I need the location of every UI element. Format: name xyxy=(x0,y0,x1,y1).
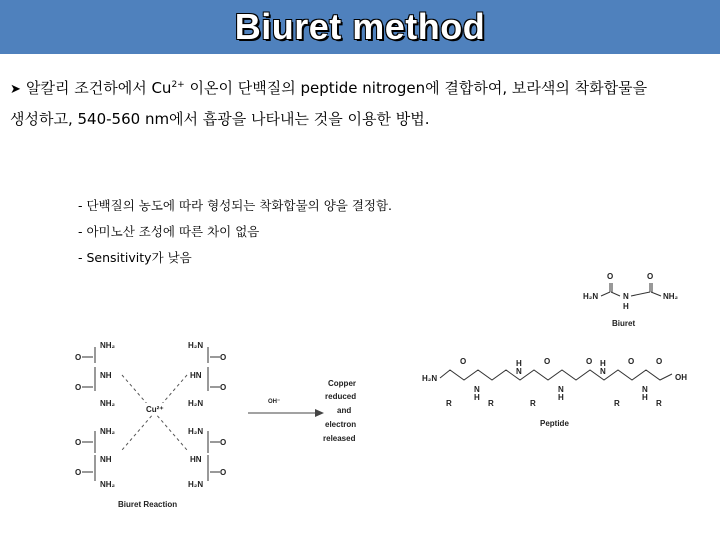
peptide-h-2: H xyxy=(516,359,522,368)
peptide-r-5: R xyxy=(656,399,662,408)
arrow-bullet-icon: ➤ xyxy=(10,82,21,97)
slide-title: Biuret method xyxy=(234,6,486,47)
sub-item-1: - 단백질의 농도에 따라 형성되는 착화합물의 양을 결정함. xyxy=(78,198,393,213)
bullet-line-1 xyxy=(10,78,647,100)
reaction-o-left-2: O xyxy=(75,383,82,392)
peptide-o-2: O xyxy=(544,357,551,366)
biuret-h2n: H₂N xyxy=(583,292,599,301)
reaction-o-right-1: O xyxy=(220,353,227,362)
reaction-hn-right-1: HN xyxy=(190,371,202,380)
peptide-oh: OH xyxy=(675,373,687,382)
bullet-line-2: 생성하고, 540-560 nm에서 흡광을 나타내는 것을 이용한 방법. xyxy=(10,110,430,128)
peptide-structure-diagram xyxy=(420,352,710,432)
biuret-n: N xyxy=(623,292,629,301)
reaction-nh2-left-top: NH₂ xyxy=(100,341,116,350)
reaction-result-5: released xyxy=(323,434,356,443)
reaction-nh2-left-bottom: NH₂ xyxy=(100,480,116,489)
peptide-n-1: N xyxy=(474,385,480,394)
peptide-h-1: H xyxy=(474,393,480,402)
biuret-reaction-diagram xyxy=(60,335,370,515)
biuret-caption: Biuret xyxy=(612,319,636,328)
peptide-h-3: H xyxy=(558,393,564,402)
peptide-r-1: R xyxy=(446,399,452,408)
sub-item-2: - 아미노산 조성에 따른 차이 없음 xyxy=(78,224,260,239)
peptide-n-2: N xyxy=(516,367,522,376)
biuret-o-left: O xyxy=(607,272,614,281)
bullet-text-1a: 알칼리 조건하에서 Cu xyxy=(26,79,172,97)
reaction-result-4: electron xyxy=(325,420,357,429)
reaction-o-left-3: O xyxy=(75,438,82,447)
peptide-n-5: N xyxy=(642,385,648,394)
peptide-r-3: R xyxy=(530,399,536,408)
peptide-o-5: O xyxy=(656,357,663,366)
peptide-h-4: H xyxy=(600,359,606,368)
reaction-hn-right-2: HN xyxy=(190,455,202,464)
reaction-caption: Biuret Reaction xyxy=(118,500,178,509)
peptide-h2n: H₂N xyxy=(422,374,438,383)
peptide-o-3: O xyxy=(586,357,593,366)
reaction-o-right-2: O xyxy=(220,383,227,392)
sub-item-3: - Sensitivity가 낮음 xyxy=(78,250,192,265)
reaction-nh-left-1: NH xyxy=(100,371,112,380)
peptide-o-1: O xyxy=(460,357,467,366)
reaction-nh2-left-mid: NH₂ xyxy=(100,399,116,408)
reaction-h2n-right-top: H₂N xyxy=(188,341,204,350)
reaction-o-right-4: O xyxy=(220,468,227,477)
peptide-n-4: N xyxy=(600,367,606,376)
biuret-o-right: O xyxy=(647,272,654,281)
reaction-cu-ion: Cu²⁺ xyxy=(146,405,164,414)
reaction-nh-left-2: NH xyxy=(100,455,112,464)
peptide-h-5: H xyxy=(642,393,648,402)
biuret-nh2: NH₂ xyxy=(663,292,679,301)
reaction-nh2-left-mid2: NH₂ xyxy=(100,427,116,436)
peptide-r-4: R xyxy=(614,399,620,408)
biuret-structure-diagram xyxy=(578,262,698,334)
reaction-o-right-3: O xyxy=(220,438,227,447)
reaction-o-left-1: O xyxy=(75,353,82,362)
reaction-result-2: reduced xyxy=(325,392,357,401)
reaction-reagent-oh: OH⁻ xyxy=(268,399,281,405)
peptide-r-2: R xyxy=(488,399,494,408)
reaction-o-left-4: O xyxy=(75,468,82,477)
bullet-text-1b: 이온이 단백질의 peptide nitrogen에 결합하여, 보라색의 착화합물을 xyxy=(184,79,648,97)
peptide-o-4: O xyxy=(628,357,635,366)
reaction-result-3: and xyxy=(337,406,352,415)
peptide-n-3: N xyxy=(558,385,564,394)
peptide-caption: Peptide xyxy=(540,419,569,428)
cu-charge: 2+ xyxy=(171,80,185,90)
reaction-h2n-right-mid: H₂N xyxy=(188,399,204,408)
reaction-result-1: Copper xyxy=(328,379,356,388)
reaction-h2n-right-bottom: H₂N xyxy=(188,480,204,489)
reaction-h2n-right-mid2: H₂N xyxy=(188,427,204,436)
biuret-h: H xyxy=(623,302,629,311)
